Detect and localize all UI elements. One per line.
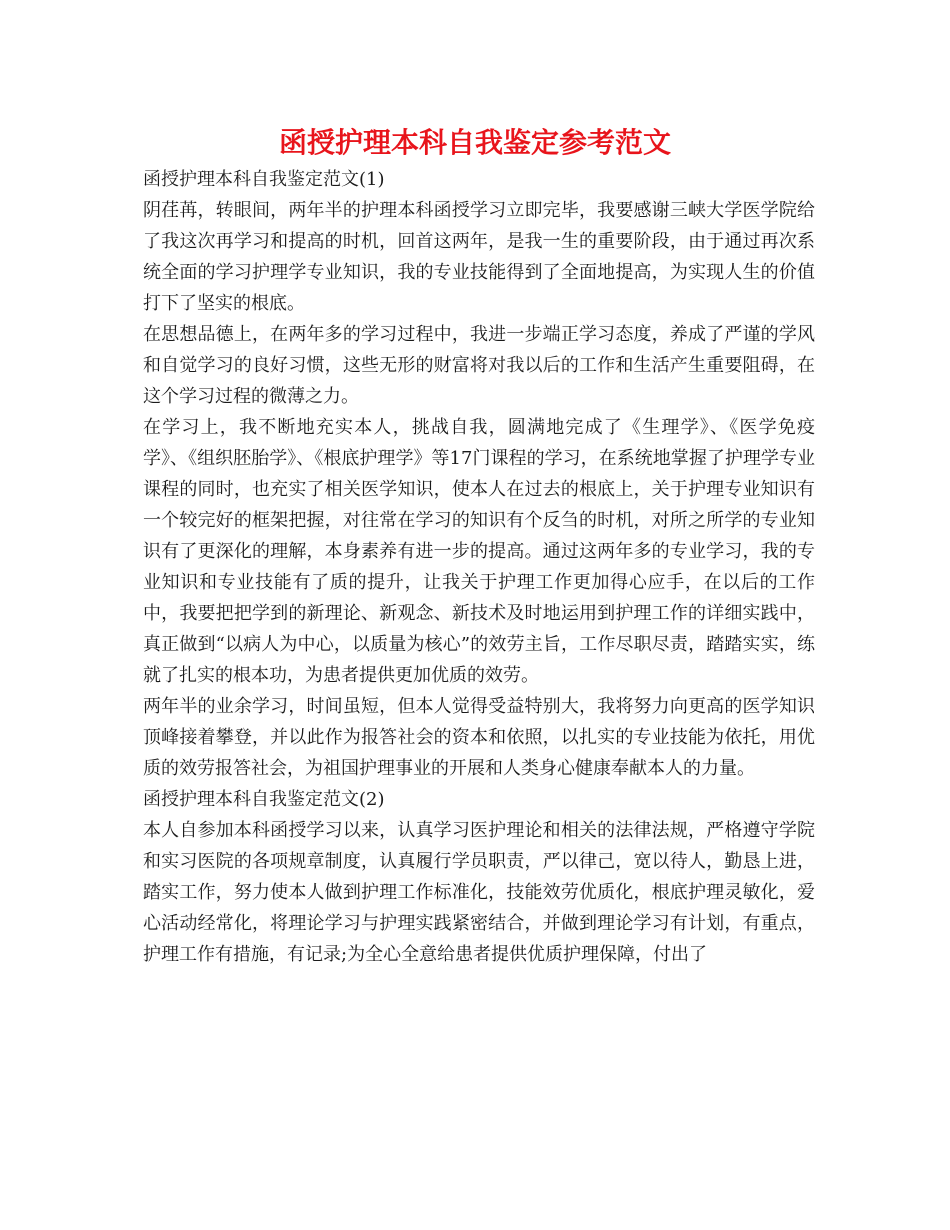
paragraph-intro: 阴荏苒，转眼间，两年半的护理本科函授学习立即完毕，我要感谢三峡大学医学院给了我这次再学习和提高的时机，回首这两年，是我一生的重要阶段，由于通过再次系统全面的学习护理学专业知识，我的专业技能得到了全面地提高，为实现人生的价值打下了坚实的根底。 — [143, 200, 815, 314]
paragraph-conclusion: 两年半的业余学习，时间虽短，但本人觉得受益特别大，我将努力向更高的医学知识顶峰接着攀登，并以此作为报答社会的资本和依照，以扎实的专业技能为依托，用优质的效劳报答社会，为祖国护理事业的开展和人类身心健康奉献本人的力量。 — [143, 696, 815, 779]
document-title: 函授护理本科自我鉴定参考范文 — [278, 126, 671, 159]
section-heading-1: 函授护理本科自我鉴定范文(1) — [143, 169, 385, 190]
paragraph-section-2: 本人自参加本科函授学习以来，认真学习医护理论和相关的法律法规，严格遵守学院和实习医院的各项规章制度，认真履行学员职责，严以律己，宽以待人，勤恳上进，踏实工作，努力使本人做到护理工作标准化，技能效劳优质化，根底护理灵敏化，爱心活动经常化，将理论学习与护理实践紧密结合，并做到理论学习有计划，有重点，护理工作有措施，有记录;为全心全意给患者提供优质护理保障，付出了 — [143, 820, 815, 965]
paragraph-morality: 在思想品德上，在两年多的学习过程中，我进一步端正学习态度，养成了严谨的学风和自觉学习的良好习惯，这些无形的财富将对我以后的工作和生活产生重要阻碍，在这个学习过程的微薄之力。 — [143, 324, 815, 407]
paragraph-study: 在学习上，我不断地充实本人，挑战自我，圆满地完成了《生理学》、《医学免疫学》、《组织胚胎学》、《根底护理学》等17门课程的学习，在系统地掌握了护理学专业课程的同时，也充实了相关医学知识，使本人在过去的根底上，关于护理专业知识有一个较完好的框架把握，对往常在学习的知识有个反刍的时机，对所之所学的专业知识有了更深化的理解，本身素养有进一步的提高。通过这两年多的专业学习，我的专业知识和专业技能有了质的提升，让我关于护理工作更加得心应手，在以后的工作中，我要把把学到的新理论、新观念、新技术及时地运用到护理工作的详细实践中，真正做到“以病人为中心，以质量为核心”的效劳主旨，工作尽职尽责，踏踏实实，练就了扎实的根本功，为患者提供更加优质的效劳。 — [143, 417, 815, 686]
section-heading-2: 函授护理本科自我鉴定范文(2) — [143, 789, 385, 810]
document-body — [143, 164, 815, 970]
